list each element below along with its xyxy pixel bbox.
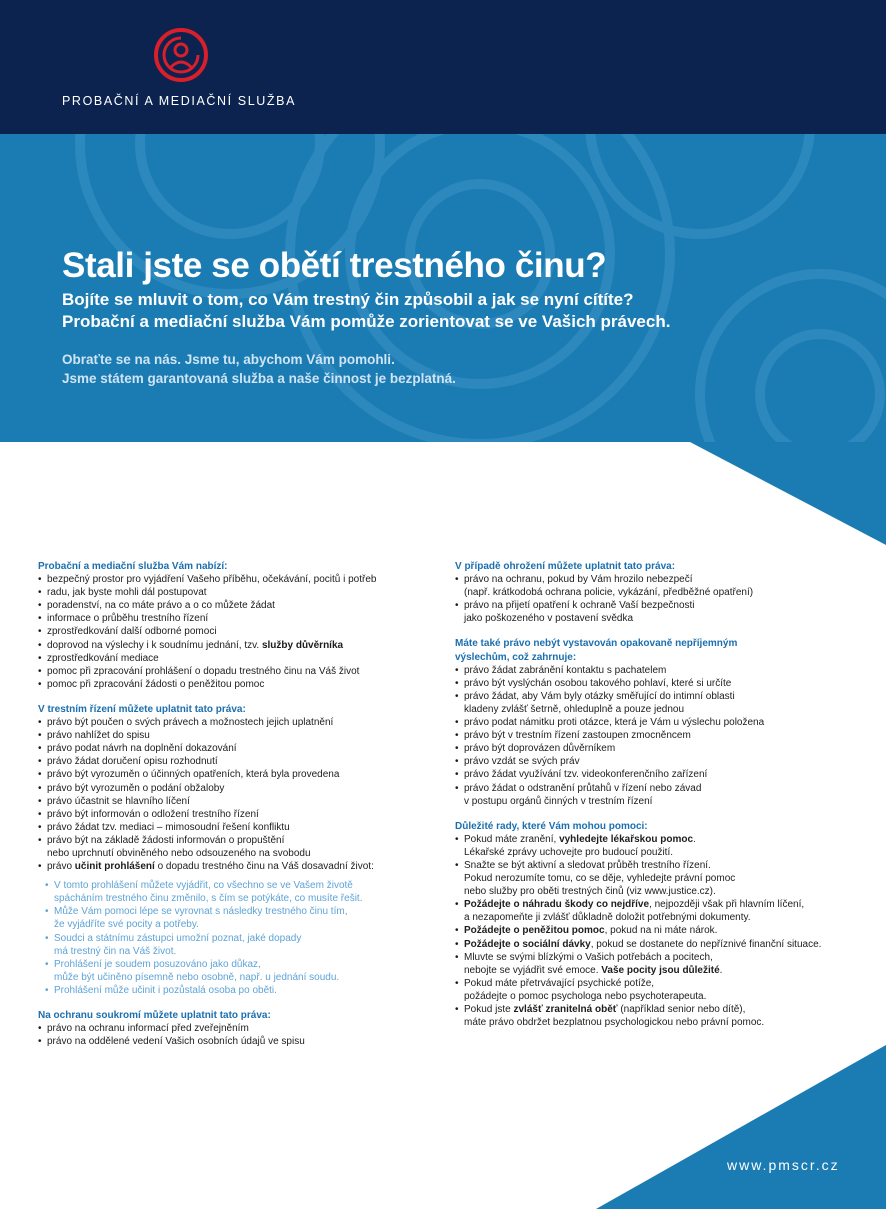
hero-note-line: Jsme státem garantovaná služba a naše činnost je bezplatná.	[62, 371, 456, 386]
list-item: • Požádejte o náhradu škody co nejdříve, nejpozději však při hlavním líčení, a nezapomeňte ji zvlášť důkladně doložit potřebnými dokumenty.	[455, 898, 865, 924]
list-item: • právo být doprovázen důvěrníkem	[455, 742, 865, 755]
list-item: • právo žádat využívání tzv. videokonferenčního zařízení	[455, 768, 865, 781]
list-item: • právo být informován o odložení trestního řízení	[38, 808, 433, 821]
section-heading: V případě ohrožení můžete uplatnit tato práva:	[455, 561, 676, 572]
list-item: • právo žádat tzv. mediaci – mimosoudní řešení konfliktu	[38, 821, 433, 834]
list-item: • právo být poučen o svých právech a možnostech jejich uplatnění	[38, 716, 433, 729]
list-item: • Snažte se být aktivní a sledovat průběh trestního řízení. Pokud nerozumíte tomu, co se děje, vyhledejte právní pomoc nebo služby pro oběti trestných činů (viz www.justice.cz).	[455, 859, 865, 898]
list-item: • právo být vyslýchán osobou takového pohlaví, které si určíte	[455, 677, 865, 690]
list-item: • právo podat návrh na doplnění dokazování	[38, 742, 433, 755]
hero-subtitle-line: Probační a mediační služba Vám pomůže zorientovat se ve Vašich právech.	[62, 312, 671, 331]
list-item: • Pokud máte zranění, vyhledejte lékařskou pomoc. Lékařské zprávy uchovejte pro budoucí použití.	[455, 833, 865, 859]
hero-subtitle-line: Bojíte se mluvit o tom, co Vám trestný čin způsobil a jak se nyní cítíte?	[62, 290, 634, 309]
left-column	[38, 560, 433, 1060]
section-heading: Probační a mediační služba Vám nabízí:	[38, 561, 228, 572]
list-item: • radu, jak byste mohli dál postupovat	[38, 586, 433, 599]
repeat-questioning-section	[455, 637, 865, 807]
list-item: • Prohlášení je soudem posuzováno jako důkaz, může být učiněno písemně nebo osobně, např. u jednání soudu.	[45, 958, 433, 984]
list-item: • právo na ochranu informací před zveřejněním	[38, 1022, 433, 1035]
threat-section	[455, 560, 865, 625]
privacy-section	[38, 1009, 433, 1048]
list-item: • Pokud máte přetrvávající psychické potíže, požádejte o pomoc psychologa nebo psychoterapeuta.	[455, 977, 865, 1003]
list-item: • právo být vyrozuměn o podání obžaloby	[38, 782, 433, 795]
org-name: PROBAČNÍ A MEDIAČNÍ SLUŽBA	[62, 94, 297, 108]
list-item: • bezpečný prostor pro vyjádření Vašeho příběhu, očekávání, pocitů i potřeb	[38, 573, 433, 586]
list-item: • Požádejte o sociální dávky, pokud se dostanete do nepříznivé finanční situace.	[455, 938, 865, 951]
right-column	[455, 560, 865, 1041]
advice-section	[455, 820, 865, 1030]
list-item: • Může Vám pomoci lépe se vyrovnat s následky trestného činu tím, že vyjádříte své pocity a potřeby.	[45, 905, 433, 931]
list-item: • právo na ochranu, pokud by Vám hrozilo nebezpečí (např. krátkodobá ochrana policie, vykázání, předběžné opatření)	[455, 573, 865, 599]
advice-list	[455, 833, 865, 1029]
list-item: • právo žádat doručení opisu rozhodnutí	[38, 755, 433, 768]
list-item: • právo podat námitku proti otázce, která je Vám u výslechu položena	[455, 716, 865, 729]
list-item: • Pokud jste zvlášť zranitelná oběť (například senior nebo dítě), máte právo obdržet bezplatnou psychologickou nebo právní pomoc.	[455, 1003, 865, 1029]
list-item: • poradenství, na co máte právo a o co můžete žádat	[38, 599, 433, 612]
list-item: • právo žádat, aby Vám byly otázky směřující do intimní oblasti kladeny zvlášť šetrně, ohleduplně a pouze jednou	[455, 690, 865, 716]
list-item: • právo na oddělené vedení Vašich osobních údajů ve spisu	[38, 1035, 433, 1048]
section-heading: Na ochranu soukromí můžete uplatnit tato práva:	[38, 1010, 271, 1021]
rights-section	[38, 703, 433, 997]
list-item: • právo učinit prohlášení o dopadu trestného činu na Váš dosavadní život:	[38, 860, 433, 873]
list-item: • Prohlášení může učinit i pozůstalá osoba po oběti.	[45, 984, 433, 997]
list-item: • právo být vyrozuměn o účinných opatřeních, která byla provedena	[38, 768, 433, 781]
list-item: • doprovod na výslechy i k soudnímu jednání, tzv. služby důvěrníka	[38, 639, 433, 652]
list-item: • právo žádat o odstranění průtahů v řízení nebo závad v postupu orgánů činných v trestním řízení	[455, 782, 865, 808]
list-item: • právo účastnit se hlavního líčení	[38, 795, 433, 808]
section-heading: Důležité rady, které Vám mohou pomoci:	[455, 820, 648, 832]
privacy-list	[38, 1022, 433, 1048]
offers-section	[38, 560, 433, 691]
list-item: • právo na přijetí opatření k ochraně Vaší bezpečnosti jako poškozeného v postavení svědka	[455, 599, 865, 625]
list-item: • zprostředkování mediace	[38, 652, 433, 665]
list-item: • V tomto prohlášení můžete vyjádřit, co všechno se ve Vašem životě spácháním trestného činu změnilo, s čím se potýkáte, co musíte řešit.	[45, 879, 433, 905]
offers-list	[38, 573, 433, 691]
list-item: • právo nahlížet do spisu	[38, 729, 433, 742]
list-item: • Požádejte o peněžitou pomoc, pokud na ni máte nárok.	[455, 924, 865, 937]
list-item: • informace o průběhu trestního řízení	[38, 612, 433, 625]
list-item: • právo být na základě žádosti informován o propuštění nebo uprchnutí obviněného nebo odsouzeného na svobodu	[38, 834, 433, 860]
list-item: • právo být v trestním řízení zastoupen zmocněncem	[455, 729, 865, 742]
footer-website-link[interactable]: www.pmscr.cz	[727, 1157, 840, 1173]
list-item: • pomoc při zpracování prohlášení o dopadu trestného činu na Váš život	[38, 665, 433, 678]
rights-list	[38, 716, 433, 873]
list-item: • pomoc při zpracování žádosti o peněžitou pomoc	[38, 678, 433, 691]
statement-notes-list	[38, 879, 433, 997]
list-item: • Mluvte se svými blízkými o Vašich potřebách a pocitech, nebojte se vyjádřit své emoce. Vaše pocity jsou důležité.	[455, 951, 865, 977]
hero-note-line: Obraťte se na nás. Jsme tu, abychom Vám pomohli.	[62, 352, 395, 367]
repeat-questioning-list	[455, 664, 865, 808]
hero-title: Stali jste se obětí trestného činu?	[62, 246, 607, 285]
list-item: • právo vzdát se svých práv	[455, 755, 865, 768]
section-heading: Máte také právo nebýt vystavován opakovaně nepříjemným výslechům, což zahrnuje:	[455, 638, 738, 663]
list-item: • právo žádat zabránění kontaktu s pachatelem	[455, 664, 865, 677]
list-item: • Soudci a státnímu zástupci umožní poznat, jaké dopady má trestný čin na Váš život.	[45, 932, 433, 958]
list-item: • zprostředkování další odborné pomoci	[38, 625, 433, 638]
threat-list	[455, 573, 865, 625]
section-heading: V trestním řízení můžete uplatnit tato práva:	[38, 703, 246, 715]
